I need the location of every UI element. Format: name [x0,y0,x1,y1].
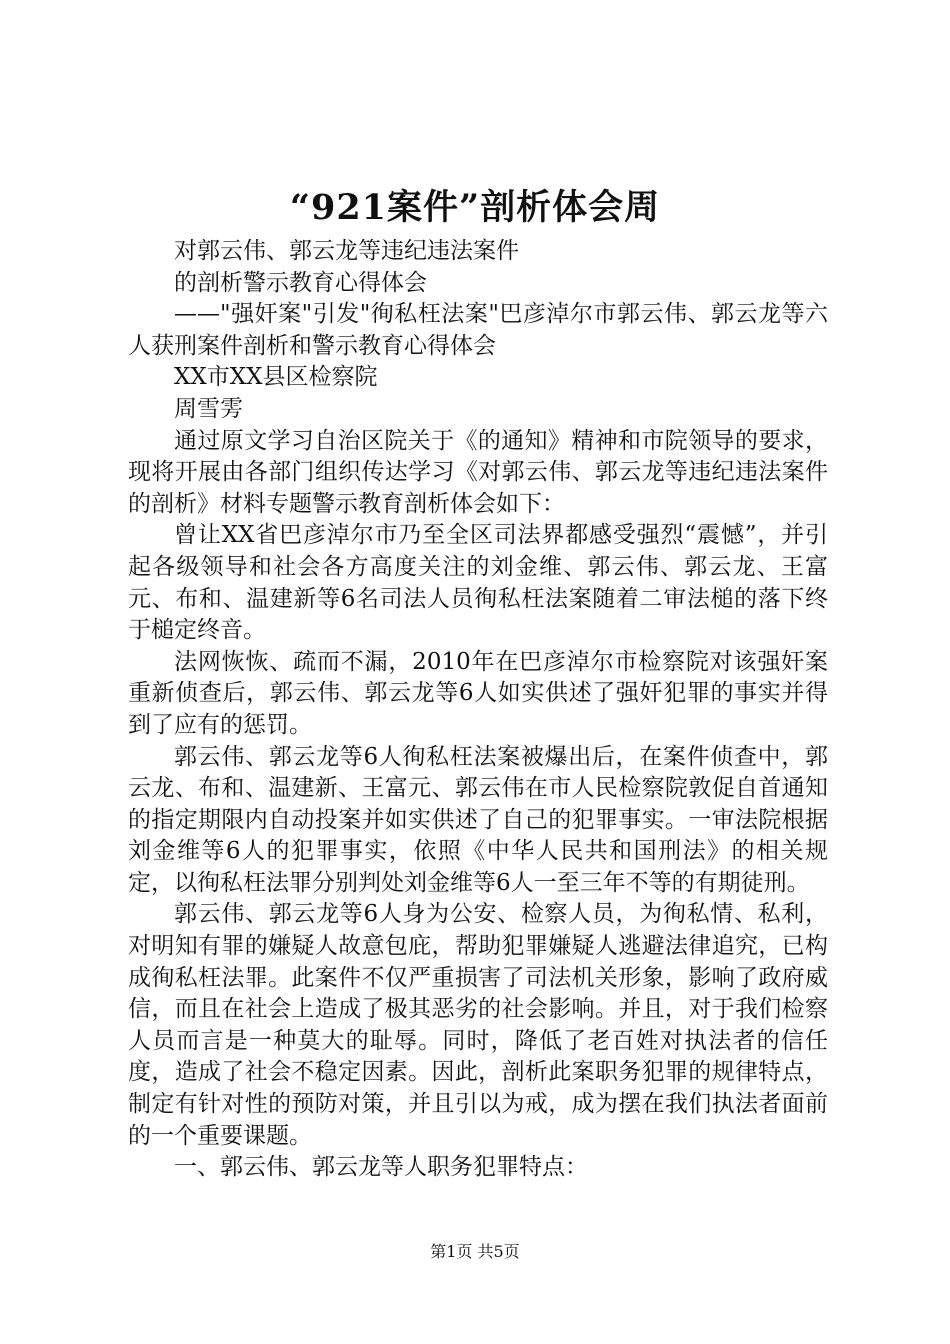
document-body [128,236,828,1184]
paragraph-organization: XX市XX县区检察院 [174,364,378,391]
paragraph-subtitle-2: 的剖析警示教育心得体会 [174,269,427,296]
paragraph-investigation: 法网恢恢、疏而不漏，2010年在巴彦淖尔市检察院对该强奸案重新侦查后，郭云伟、郭云龙等6人如实供述了强奸犯罪的事实并得到了应有的惩罚。 [128,648,828,738]
paragraph-intro: 通过原文学习自治区院关于《的通知》精神和市院领导的要求，现将开展由各部门组织传达学习《对郭云伟、郭云龙等违纪违法案件的剖析》材料专题警示教育剖析体会如下： [128,427,828,517]
paragraph-background: 曾让XX省巴彦淖尔市乃至全区司法界都感受强烈“震憾”，并引起各级领导和社会各方高度关注的刘金维、郭云伟、郭云龙、王富元、布和、温建新等6名司法人员徇私枉法案随着二审法槌的落下终于槌定终音。 [128,522,828,644]
paragraph-section-heading: 一、郭云伟、郭云龙等人职务犯罪特点： [174,1154,588,1181]
paragraph-subtitle-1: 对郭云伟、郭云龙等违纪违法案件 [174,238,519,264]
paragraph-author: 周雪雱 [174,395,243,422]
paragraph-subtitle-3: ——"强奸案"引发"徇私枉法案"巴彦淖尔市郭云伟、郭云龙等六人获刑案件剖析和警示教育心得体会 [128,301,828,359]
paragraph-analysis: 郭云伟、郭云龙等6人身为公安、检察人员，为徇私情、私利，对明知有罪的嫌疑人故意包庇，帮助犯罪嫌疑人逃避法律追究，已构成徇私枉法罪。此案件不仅严重损害了司法机关形象，影响了政府威信，而且在社会上造成了极其恶劣的社会影响。并且，对于我们检察人员而言是一种莫大的耻辱。同时，降低了老百姓对执法者的信任度，造成了社会不稳定因素。因此，剖析此案职务犯罪的规律特点，制定有针对性的预防对策，并且引以为戒，成为摆在我们执法者面前的一个重要课题。 [128,901,828,1149]
paragraph-verdict: 郭云伟、郭云龙等6人徇私枉法案被爆出后，在案件侦查中，郭云龙、布和、温建新、王富元、郭云伟在市人民检察院敦促自首通知的指定期限内自动投案并如实供述了自己的犯罪事实。一审法院根据刘金维等6人的犯罪事实，依照《中华人民共和国刑法》的相关规定，以徇私枉法罪分别判处刘金维等6人一至三年不等的有期徒刑。 [128,743,828,896]
page-footer: 第1页 共5页 [430,1242,520,1261]
document-title: “921案件”剖析体会周 [289,187,661,228]
